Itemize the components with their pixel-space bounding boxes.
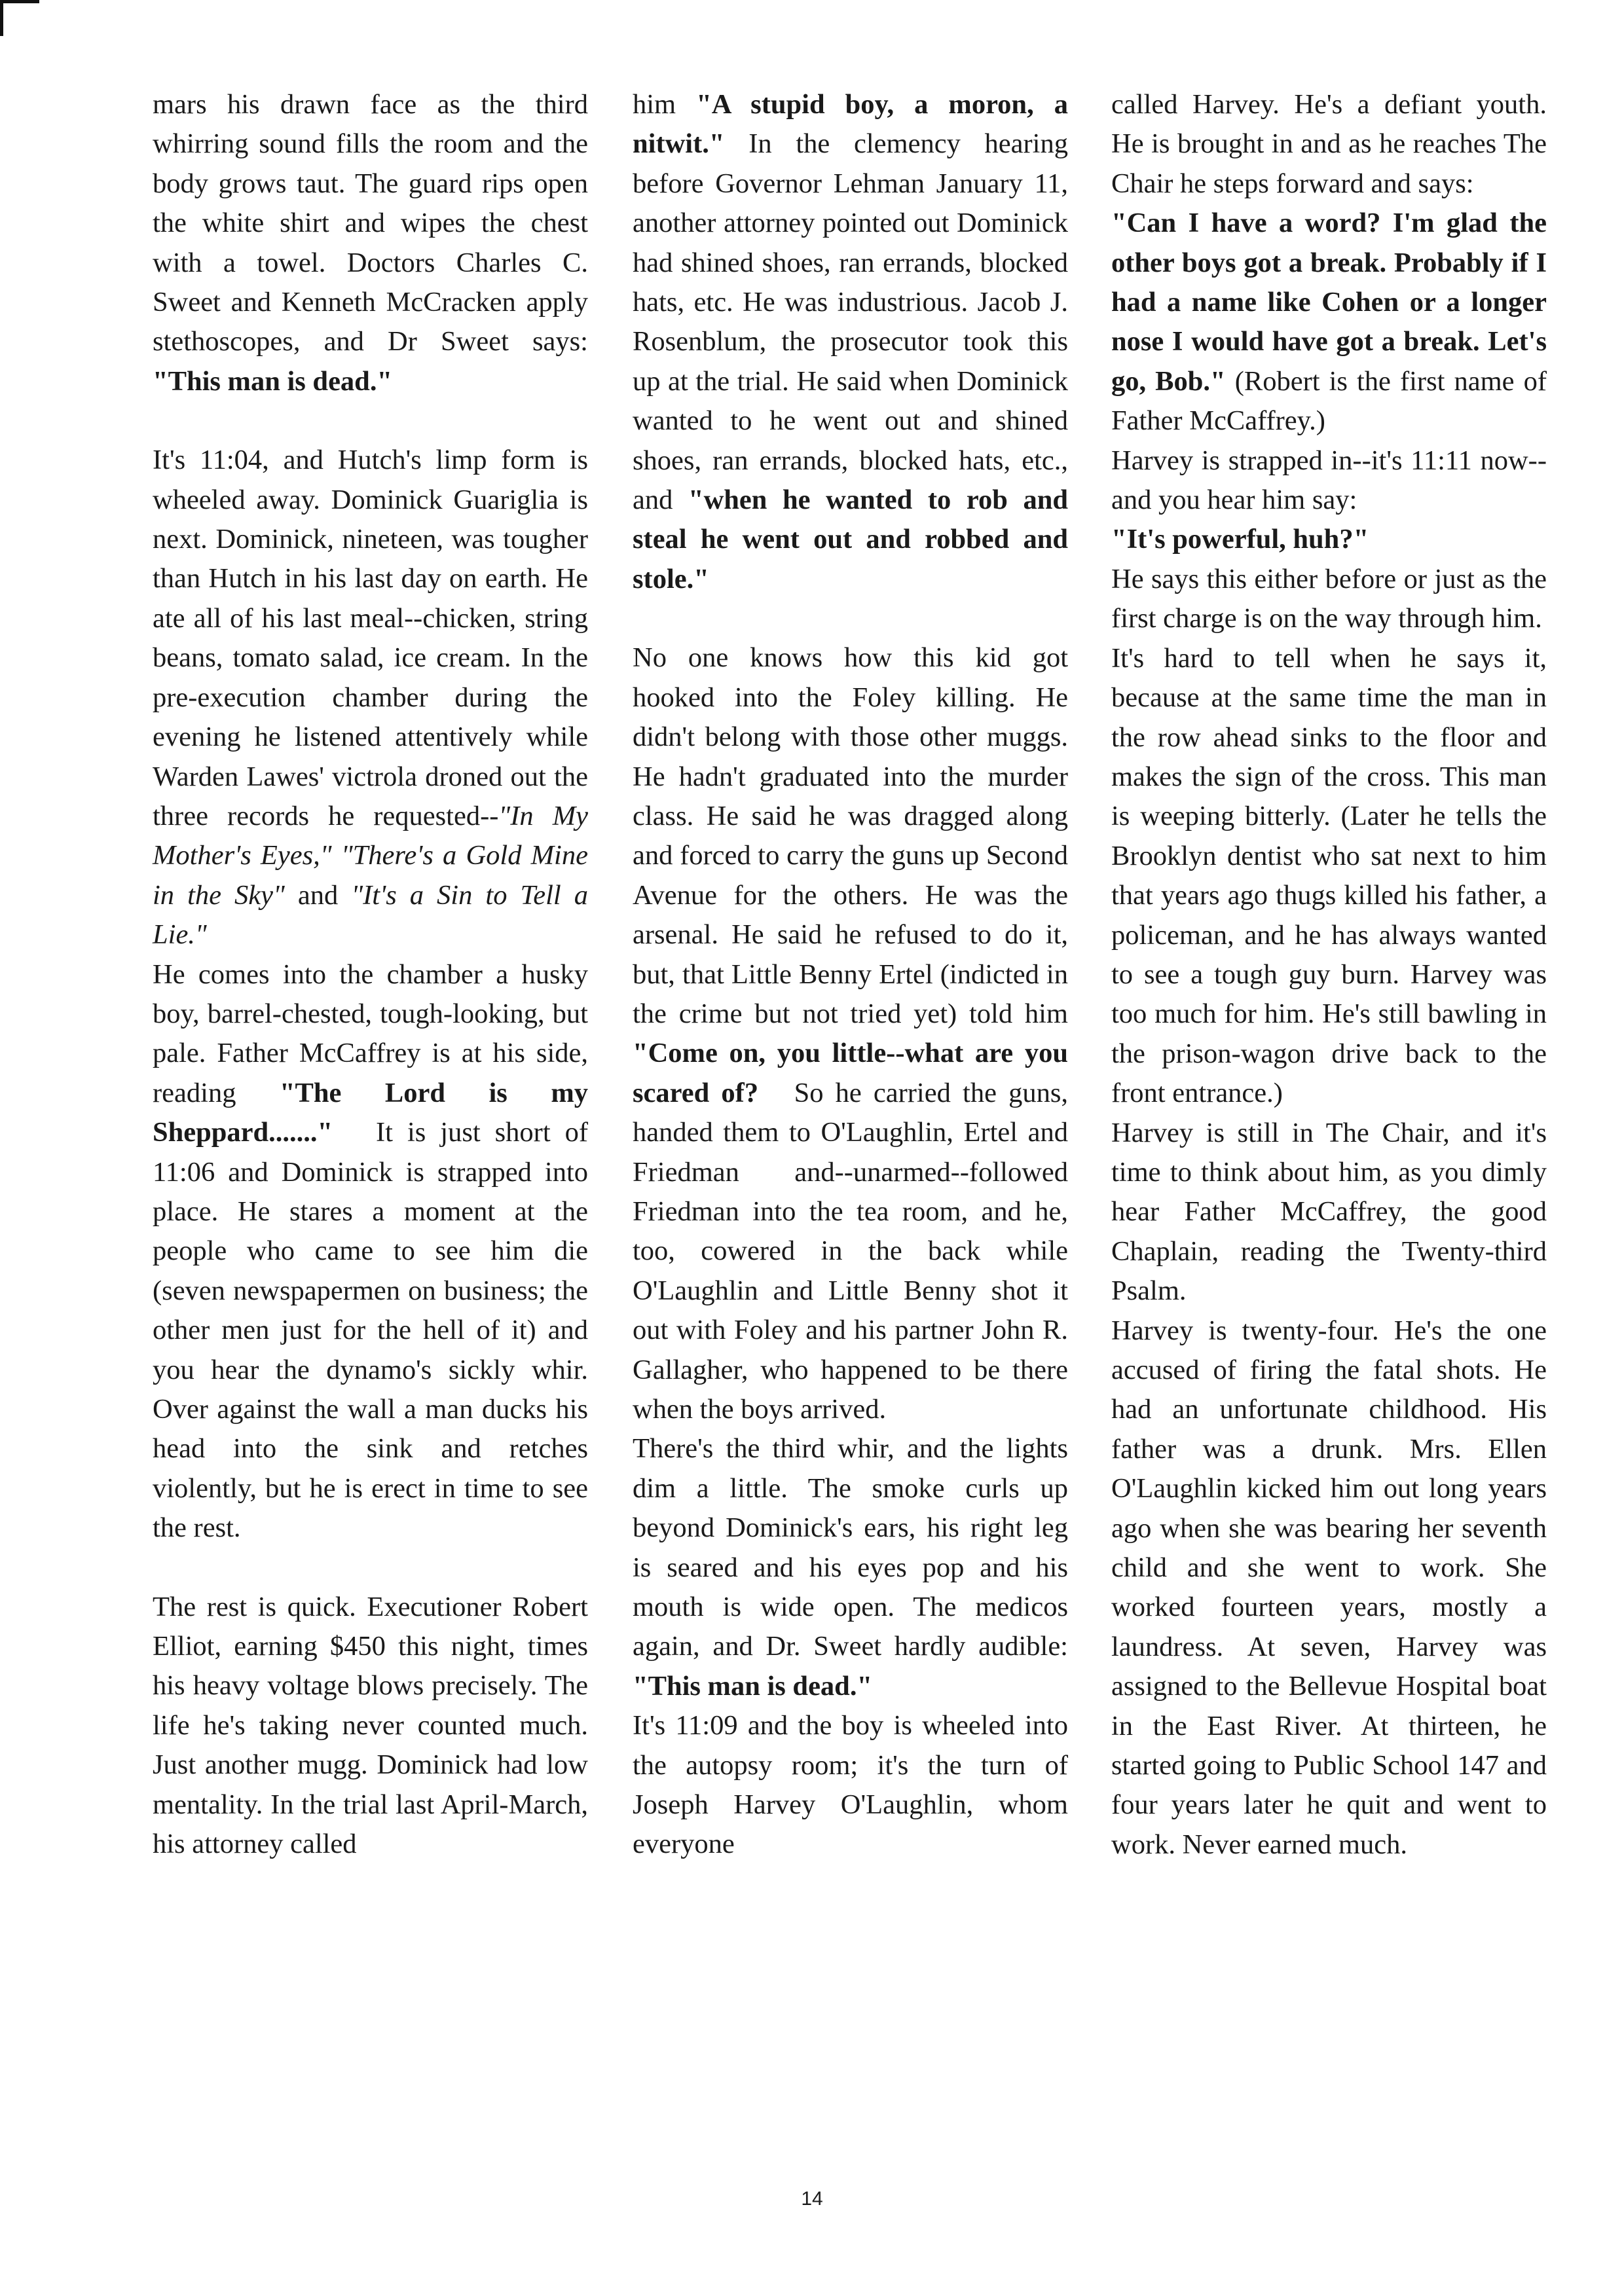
- paragraph: It's 11:04, and Hutch's limp form is wheeled away. Dominick Guariglia is next. Dominick, nineteen, was tougher than Hutch in his last day on earth. He ate all of his last meal--chicken, string beans, tomato salad, ice cream. In the pre-execution chamber during the evening he listened attentively while Warden Lawes' victrola droned out the three records he requested--"In My Mother's Eyes," "There's a Gold Mine in the Sky" and "It's a Sin to Tell a Lie.": [153, 445, 588, 951]
- paragraph: "It's powerful, huh?": [1111, 524, 1369, 555]
- paragraph: Harvey is still in The Chair, and it's time to think about him, as you dimly hear Father McCaffrey, the good Chaplain, reading the Twenty-third Psalm.: [1111, 1117, 1547, 1307]
- paragraph: The rest is quick. Executioner Robert Elliot, earning $450 this night, times his heavy voltage blows precisely. The life he's taking never counted much. Just another mugg. Dominick had low mentality. In the trial last April-March, his attorney called: [153, 1591, 588, 1860]
- paragraph: Harvey is strapped in--it's 11:11 now--and you hear him say:: [1111, 445, 1547, 516]
- paragraph: mars his drawn face as the third whirring sound fills the room and the body grows taut. The guard rips open the white shirt and wipes the chest with a towel. Doctors Charles C. Sweet and Kenneth McCracken apply stethoscopes, and Dr Sweet says: "This man is dead.": [153, 89, 588, 397]
- paragraph: He says this either before or just as the first charge is on the way through him.: [1111, 563, 1547, 634]
- column-1: [153, 85, 588, 1864]
- page-number: 14: [801, 2188, 823, 2210]
- paragraph: It's hard to tell when he says it, because at the same time the man in the row ahead sinks to the floor and makes the sign of the cross. This man is weeping bitterly. (Later he tells the Brooklyn dentist who sat next to him that years ago thugs killed his father, a policeman, and he has always wanted to see a tough guy burn. Harvey was too much for him. He's still bawling in the prison-wagon drive back to the front entrance.): [1111, 642, 1547, 1109]
- paragraph: called Harvey. He's a defiant youth. He is brought in and as he reaches The Chair he steps forward and says:: [1111, 89, 1547, 199]
- corner-mark-horizontal: [0, 0, 39, 3]
- paragraph: It's 11:09 and the boy is wheeled into the autopsy room; it's the turn of Joseph Harvey O'Laughlin, whom everyone: [633, 1710, 1068, 1860]
- corner-mark-vertical: [0, 0, 3, 36]
- paragraph: Harvey is twenty-four. He's the one accused of firing the fatal shots. He had an unfortunate childhood. His father was a drunk. Mrs. Ellen O'Laughlin kicked him out long years ago when she was bearing her seventh child and she went to work. She worked fourteen years, mostly a laundress. At seven, Harvey was assigned to the Bellevue Hospital boat in the East River. At thirteen, he started going to Public School 147 and four years later he quit and went to work. Never earned much.: [1111, 1315, 1547, 1860]
- column-2: [633, 85, 1068, 1865]
- paragraph: He comes into the chamber a husky boy, barrel-chested, tough-looking, but pale. Father McCaffrey is at his side, reading "The Lord is my Sheppard......." It is just short of 11:06 and Dominick is strapped into place. He stares a moment at the people who came to see him die (seven newspapermen on business; the other men just for the hell of it) and you hear the dynamo's sickly whir. Over against the wall a man ducks his head into the sink and retches violently, but he is erect in time to see the rest.: [153, 958, 588, 1544]
- paragraph: "Can I have a word? I'm glad the other boys got a break. Probably if I had a name like Cohen or a longer nose I would have got a break. Let's go, Bob." (Robert is the first name of Father McCaffrey.): [1111, 208, 1547, 437]
- paragraph: No one knows how this kid got hooked into the Foley killing. He didn't belong with those other muggs. He hadn't graduated into the murder class. He said he was dragged along and forced to carry the guns up Second Avenue for the others. He was the arsenal. He said he refused to do it, but, that Little Benny Ertel (indicted in the crime but not tried yet) told him "Come on, you little--what are you scared of? So he carried the guns, handed them to O'Laughlin, Ertel and Friedman and--unarmed--followed Friedman into the tea room, and he, too, cowered in the back while O'Laughlin and Little Benny shot it out with Foley and his partner John R. Gallagher, who happened to be there when the boys arrived.: [633, 642, 1069, 1425]
- paragraph: him "A stupid boy, a moron, a nitwit." In the clemency hearing before Governor Lehman January 11, another attorney pointed out Dominick had shined shoes, ran errands, blocked hats, etc. He was industrious. Jacob J. Rosenblum, the prosecutor took this up at the trial. He said when Dominick wanted to he went out and shined shoes, ran errands, blocked hats, etc., and "when he wanted to rob and steal he went out and robbed and stole.": [633, 89, 1069, 594]
- column-3: [1111, 85, 1547, 1865]
- paragraph: There's the third whir, and the lights dim a little. The smoke curls up beyond Dominick's ears, his right leg is seared and his eyes pop and his mouth is wide open. The medicos again, and Dr. Sweet hardly audible: "This man is dead.": [633, 1433, 1068, 1702]
